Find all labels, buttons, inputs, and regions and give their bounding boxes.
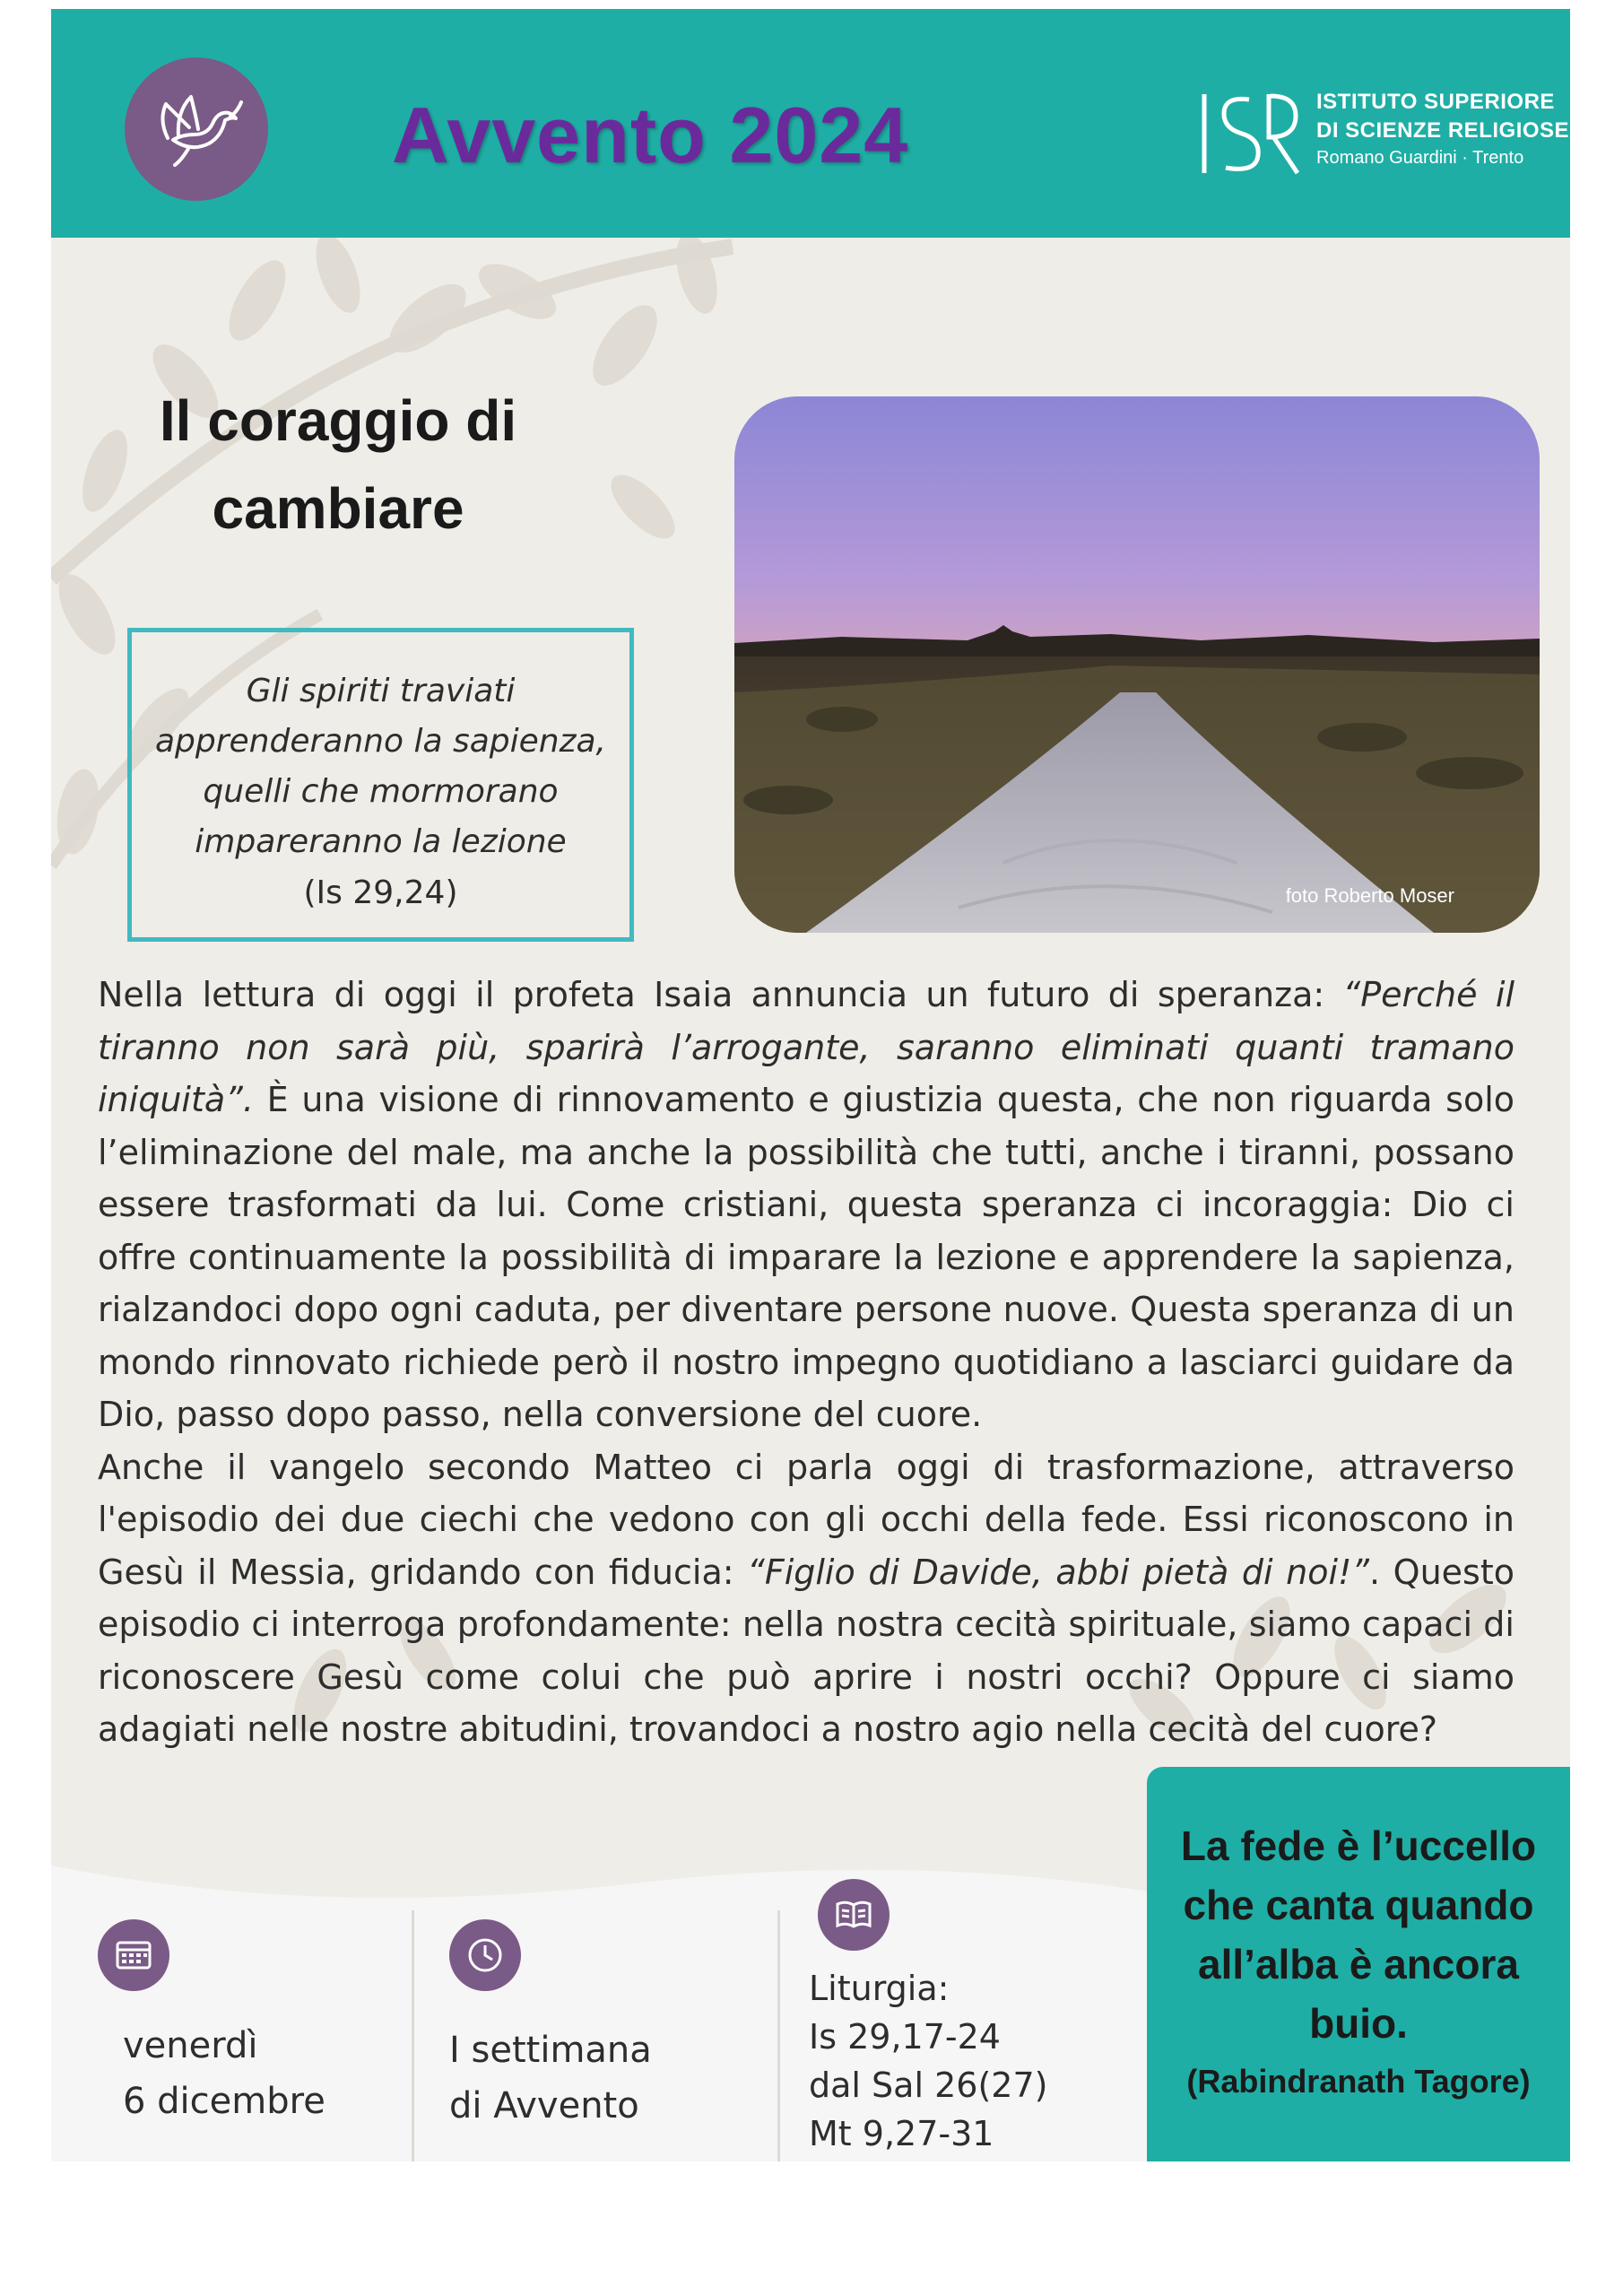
article-title-line-1: Il coraggio di — [159, 388, 517, 453]
logo-line-2: DI SCIENZE RELIGIOSE — [1316, 118, 1570, 143]
header-band — [51, 9, 1570, 238]
book-icon — [818, 1879, 890, 1951]
tagore-line: buio. — [1309, 2000, 1408, 2047]
tagore-line: che canta quando — [1183, 1882, 1534, 1928]
liturgy-text — [809, 1964, 1047, 2158]
logo-line-3: Romano Guardini · Trento — [1316, 148, 1524, 168]
paragraph-2-rest: . Questo episodio ci interroga profondamente: nella nostra cecità spirituale, siamo capaci di riconoscere Gesù come colui che può aprire i nostri occhi? Oppure ci siamo adagiati nelle nostre abitudini, trovandoci a nostro agio nella cecità del cuore? — [98, 1552, 1515, 1749]
sunset-road-image — [734, 396, 1540, 933]
quote-line: apprenderanno la sapienza, — [154, 723, 607, 760]
scripture-reference: (Is 29,24) — [303, 874, 458, 911]
week-line-1: I settimana — [449, 2030, 652, 2071]
tagore-line: all’alba è ancora — [1198, 1941, 1519, 1987]
landscape-photo — [734, 396, 1540, 933]
calendar-icon — [98, 1919, 169, 1991]
paragraph-1-intro: Nella lettura di oggi il profeta Isaia annuncia un futuro di speranza: — [98, 975, 1343, 1014]
isaiah-quote: “Perché il tiranno non sarà più, sparirà l’arrogante, saranno eliminati quanti tramano iniquità”. — [98, 975, 1515, 1119]
gospel-quote: “Figlio di Davide, abbi pietà di noi!” — [747, 1552, 1369, 1592]
clock-icon — [449, 1919, 521, 1991]
paragraph-2-intro: Anche il vangelo secondo Matteo ci parla oggi di trasformazione, attraverso l'episodio dei due ciechi che vedono con gli occhi della fede. Essi riconoscono in Gesù il Messia, gridando con fiducia: — [98, 1447, 1515, 1592]
liturgy-reading-1: Is 29,17-24 — [809, 2017, 1001, 2057]
footer-divider — [777, 1910, 780, 2161]
page-title: Avvento 2024 — [392, 91, 909, 179]
article-title — [150, 377, 526, 552]
scripture-quote-box — [127, 628, 634, 942]
article-title-line-2: cambiare — [212, 476, 464, 541]
tagore-line: La fede è l’uccello — [1180, 1822, 1537, 1869]
tagore-author: (Rabindranath Tagore) — [1186, 2063, 1531, 2100]
article-body — [98, 969, 1515, 1756]
tagore-quote-box — [1147, 1767, 1570, 2161]
scripture-quote — [132, 666, 629, 867]
paragraph-1 — [98, 969, 1515, 1441]
week-text — [449, 2022, 652, 2134]
isr-logo-mark — [1197, 92, 1303, 175]
advent-card — [51, 9, 1570, 2161]
quote-line: Gli spiriti traviati — [246, 673, 516, 709]
paragraph-2 — [98, 1441, 1515, 1756]
quote-line: impareranno la lezione — [195, 823, 567, 860]
liturgy-label: Liturgia: — [809, 1969, 950, 2008]
photo-credit: foto Roberto Moser — [1285, 884, 1454, 907]
paragraph-1-rest: È una visione di rinnovamento e giustizia questa, che non riguarda solo l’eliminazione del male, ma anche la possibilità che tutti, anche i tiranni, possano essere trasformati da lui. Come cristiani, questa speranza ci incoraggia: Dio ci offre continuamente la possibilità di imparare la lezione e apprendere la sapienza, rialzandoci dopo ogni caduta, per diventare persone nuove. Questa speranza di un mondo rinnovato richiede però il nostro impegno quotidiano a lasciarci guidare da Dio, passo dopo passo, nella conversione del cuore. — [98, 1080, 1515, 1434]
footer-divider — [412, 1910, 414, 2161]
logo-line-1: ISTITUTO SUPERIORE — [1316, 90, 1555, 114]
weekday: venerdì — [123, 2025, 258, 2066]
dove-icon — [125, 57, 268, 201]
week-line-2: di Avvento — [449, 2085, 639, 2126]
date: 6 dicembre — [123, 2081, 325, 2122]
liturgy-gospel: Mt 9,27-31 — [809, 2114, 994, 2153]
isr-logo — [1197, 85, 1570, 184]
date-text — [123, 2018, 325, 2129]
quote-line: quelli che mormorano — [203, 773, 559, 810]
liturgy-psalm: dal Sal 26(27) — [809, 2066, 1048, 2105]
tagore-quote — [1147, 1816, 1570, 2053]
